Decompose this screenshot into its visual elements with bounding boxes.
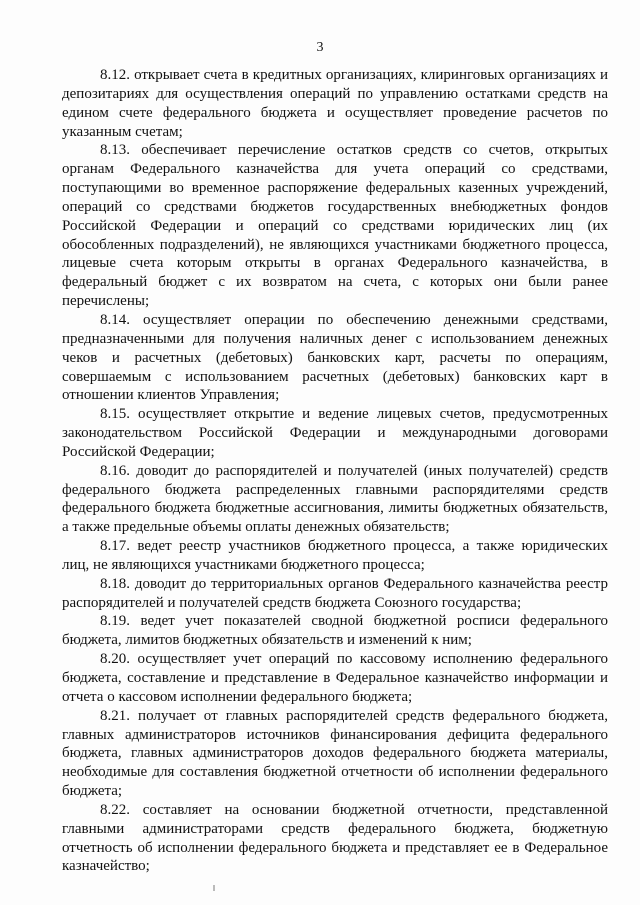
paragraph-8-13: 8.13. обеспечивает перечисление остатков средств со счетов, открытых органам Федерального казначейства для учета операций со средствами, поступающими во временное распоряжение федеральных казенных учреждений, операций со средствами бюджетов государственных внебюджетных фондов Российской Федерации и операций со средствами юридических лиц (их обособленных подразделений), не являющихся участниками бюджетного процесса, лицевые счета которым открыты в органах Федерального казначейства, в федеральный бюджет с их возвратом на счета, с которых они были ранее перечислены; [62, 142, 608, 310]
paragraph-8-19: 8.19. ведет учет показателей сводной бюджетной росписи федерального бюджета, лимитов бюджетных обязательств и изменений к ним; [62, 613, 608, 649]
paragraph-8-14: 8.14. осуществляет операции по обеспечению денежными средствами, предназначенными для получения наличных денег с использованием денежных чеков и расчетных (дебетовых) банковских карт, расчеты по операциям, совершаемым с использованием расчетных (дебетовых) банковских карт в отношении клиентов Управления; [62, 311, 608, 404]
paragraph-8-12: 8.12. открывает счета в кредитных организациях, клиринговых организациях и депозитариях для осуществления операций по управлению остатками средств на едином счете федерального бюджета и осуществляет проведение расчетов по указанным счетам; [62, 67, 608, 140]
paragraph-8-22: 8.22. составляет на основании бюджетной отчетности, представленной главными администраторами средств федерального бюджета, бюджетную отчетность об исполнении федерального бюджета и представляет ее в Федеральное казначейство; [62, 801, 608, 875]
paragraph-8-15: 8.15. осуществляет открытие и ведение лицевых счетов, предусмотренных законодательством Российской Федерации и международными договорами Российской Федерации; [62, 406, 608, 460]
paragraph-8-16: 8.16. доводит до распорядителей и получателей (иных получателей) средств федерального бюджета распределенных главными распорядителями средств федерального бюджета бюджетные ассигнования, лимиты бюджетных обязательств, а также предельные объемы оплаты денежных обязательств; [62, 462, 608, 536]
paragraph-8-18: 8.18. доводит до территориальных органов Федерального казначейства реестр распорядителей и получателей средств бюджета Союзного государства; [62, 575, 608, 611]
paragraph-8-17: 8.17. ведет реестр участников бюджетного процесса, а также юридических лиц, не являющихся участниками бюджетного процесса; [62, 538, 608, 573]
document-body [62, 66, 608, 876]
paragraph-8-20: 8.20. осуществляет учет операций по кассовому исполнению федерального бюджета, составление и представление в Федеральное казначейство информации и отчета о кассовом исполнении федерального бюджета; [62, 651, 608, 705]
scan-artifact [213, 885, 215, 891]
page-number: 3 [316, 40, 324, 55]
paragraph-8-21: 8.21. получает от главных распорядителей средств федерального бюджета, главных администраторов источников финансирования дефицита федерального бюджета, главных администраторов доходов федерального бюджета материалы, необходимые для составления бюджетной отчетности об исполнении федерального бюджета; [62, 707, 608, 800]
